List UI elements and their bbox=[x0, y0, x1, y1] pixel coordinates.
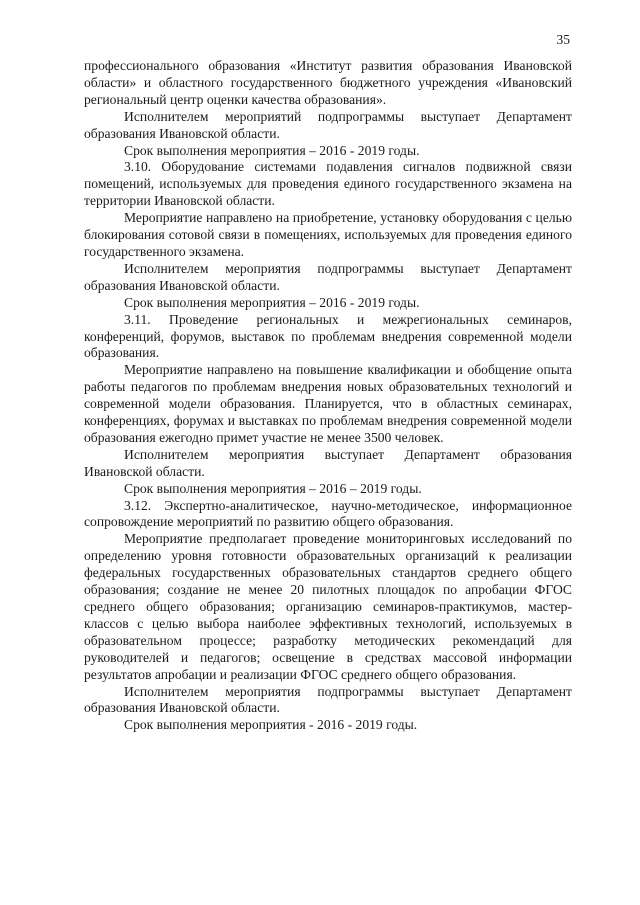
paragraph-executor: Исполнителем мероприятия подпрограммы выступает Департамент образования Ивановской области. bbox=[84, 260, 572, 293]
paragraph-description: Мероприятие направлено на повышение квалификации и обобщение опыта работы педагогов по проблемам внедрения новых образовательных технологий и современной модели образования. Планируется, что в областных семинарах, конференциях, форумах и выставках по проблемам внедрения современной модели образования ежегодно примет участие не менее 3500 человек. bbox=[84, 362, 572, 445]
paragraph-description: Мероприятие предполагает проведение мониторинговых исследований по определению уровня готовности образовательных организаций к реализации федеральных государственных образовательных стандартов среднего общего образования; создание не менее 20 пилотных площадок по апробации ФГОС среднего общего образования; организацию семинаров-практикумов, мастер-классов с целью выбора наиболее эффективных технологий, используемых в образовательном процессе; разработку методических рекомендаций для руководителей и педагогов; освещение в средствах массовой информации результатов апробации и реализации ФГОС среднего общего образования. bbox=[84, 531, 572, 682]
paragraph-deadline: Срок выполнения мероприятия - 2016 - 2019 годы. bbox=[124, 717, 418, 733]
paragraph-deadline: Срок выполнения мероприятия – 2016 – 2019 годы. bbox=[124, 480, 422, 496]
paragraph-executor: Исполнителем мероприятия выступает Департамент образования Ивановской области. bbox=[84, 446, 572, 479]
paragraph-item-3-10: 3.10. Оборудование системами подавления сигналов подвижной связи помещений, используемых для проведения единого государственного экзамена на территории Ивановской области. bbox=[84, 159, 572, 209]
paragraph-executor: Исполнителем мероприятий подпрограммы выступает Департамент образования Ивановской области. bbox=[84, 108, 572, 141]
paragraph-executor: Исполнителем мероприятия подпрограммы выступает Департамент образования Ивановской области. bbox=[84, 683, 572, 716]
paragraph-deadline: Срок выполнения мероприятия – 2016 - 2019 годы. bbox=[124, 142, 420, 158]
paragraph-item-3-12: 3.12. Экспертно-аналитическое, научно-методическое, информационное сопровождение мероприятий по развитию общего образования. bbox=[84, 497, 572, 530]
page-number: 35 bbox=[556, 32, 570, 47]
document-body bbox=[84, 58, 572, 734]
paragraph-item-3-11: 3.11. Проведение региональных и межрегиональных семинаров, конференций, форумов, выставок по проблемам внедрения современной модели образования. bbox=[84, 311, 572, 361]
paragraph-continuation: профессионального образования «Институт развития образования Ивановской области» и областного государственного бюджетного учреждения «Ивановский региональный центр оценки качества образования». bbox=[84, 58, 572, 107]
paragraph-description: Мероприятие направлено на приобретение, установку оборудования с целью блокирования сотовой связи в помещениях, используемых для проведения единого государственного экзамена. bbox=[84, 210, 572, 259]
paragraph-deadline: Срок выполнения мероприятия – 2016 - 2019 годы. bbox=[124, 294, 420, 310]
